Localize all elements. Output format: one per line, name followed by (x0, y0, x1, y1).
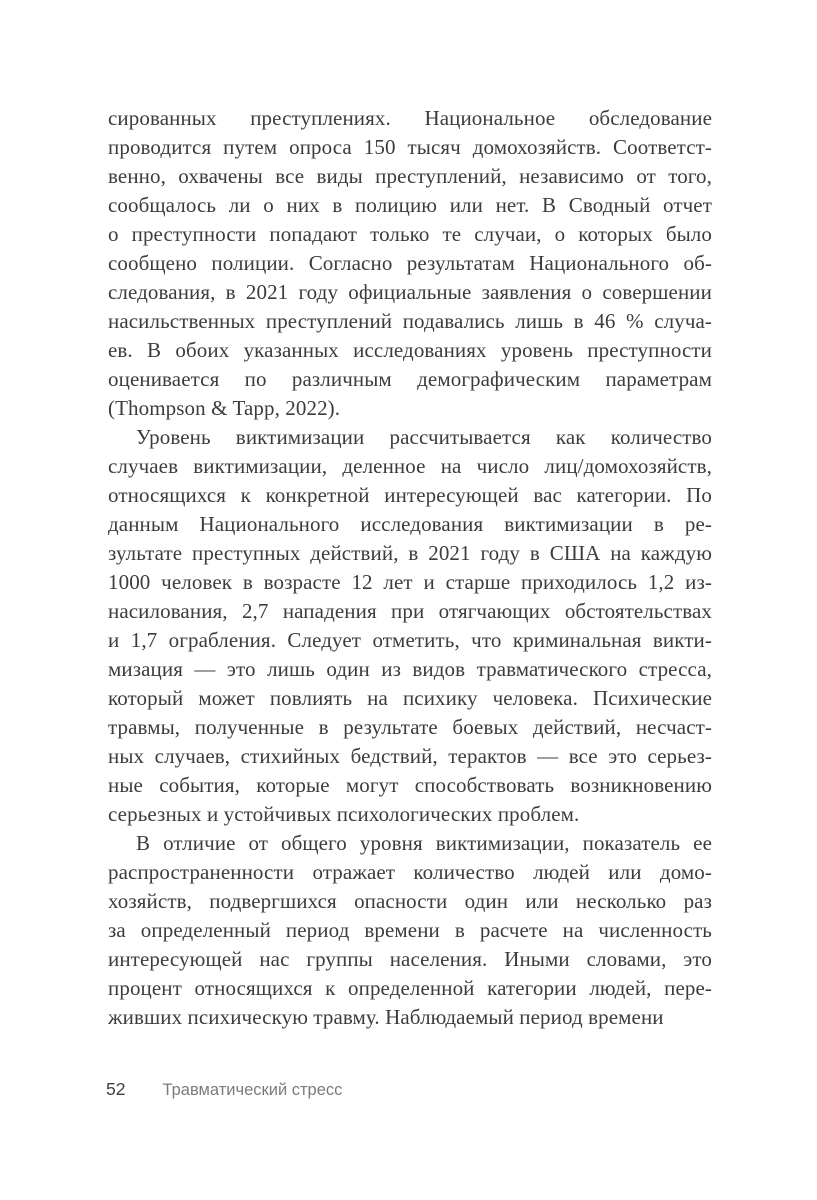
text-line: данным Национального исследования виктимизации в ре- (108, 512, 712, 536)
text-line: распространенности отражает количество людей или домо- (108, 860, 712, 884)
text-line: (Thompson & Tapp, 2022). (108, 396, 341, 420)
text-line: относящихся к конкретной интересующей вас категории. По (108, 483, 712, 507)
text-line: сообщено полиции. Согласно результатам Национального об- (108, 251, 712, 275)
text-line: В отличие от общего уровня виктимизации, показатель ее (136, 831, 712, 855)
text-line: серьезных и устойчивых психологических проблем. (108, 802, 580, 826)
text-line: 1000 человек в возрасте 12 лет и старше приходилось 1,2 из- (108, 570, 712, 594)
text-line: случаев виктимизации, деленное на число лиц/домохозяйств, (108, 454, 712, 478)
text-line: который может повлиять на психику человека. Психические (108, 686, 712, 710)
text-line: сированных преступлениях. Национальное обследование (108, 106, 712, 130)
text-line: Уровень виктимизации рассчитывается как количество (136, 425, 712, 449)
text-line: проводится путем опроса 150 тысяч домохозяйств. Соответст- (108, 135, 712, 159)
text-line: венно, охвачены все виды преступлений, независимо от того, (108, 164, 712, 188)
text-line: травмы, полученные в результате боевых действий, несчаст- (108, 715, 712, 739)
text-line: за определенный период времени в расчете на численность (108, 918, 712, 942)
text-line: о преступности попадают только те случаи, о которых было (108, 222, 712, 246)
text-line: ных случаев, стихийных бедствий, терактов — все это серьез- (108, 744, 712, 768)
text-line: интересующей нас группы населения. Иными словами, это (108, 947, 712, 971)
text-line: сообщалось ли о них в полицию или нет. В Сводный отчет (108, 193, 712, 217)
text-line: процент относящихся к определенной категории людей, пере- (108, 976, 712, 1000)
text-line: зультате преступных действий, в 2021 году в США на каждую (108, 541, 712, 565)
running-title: Травматический стресс (162, 1081, 343, 1099)
text-line: оценивается по различным демографическим параметрам (108, 367, 712, 391)
page-number: 52 (106, 1079, 126, 1099)
text-line: насилования, 2,7 нападения при отягчающих обстоятельствах (108, 599, 712, 623)
text-line: ные события, которые могут способствовать возникновению (108, 773, 712, 797)
text-line: ев. В обоих указанных исследованиях уровень преступности (108, 338, 712, 362)
body-text (108, 104, 712, 1032)
page-footer (106, 1079, 342, 1100)
text-line: мизация — это лишь один из видов травматического стресса, (108, 657, 712, 681)
text-line: следования, в 2021 году официальные заявления о совершении (108, 280, 712, 304)
text-line: хозяйств, подвергшихся опасности один или несколько раз (108, 889, 712, 913)
text-line: живших психическую травму. Наблюдаемый период времени (108, 1005, 664, 1029)
text-line: насильственных преступлений подавались лишь в 46 % случа- (108, 309, 712, 333)
text-line: и 1,7 ограбления. Следует отметить, что криминальная викти- (108, 628, 712, 652)
